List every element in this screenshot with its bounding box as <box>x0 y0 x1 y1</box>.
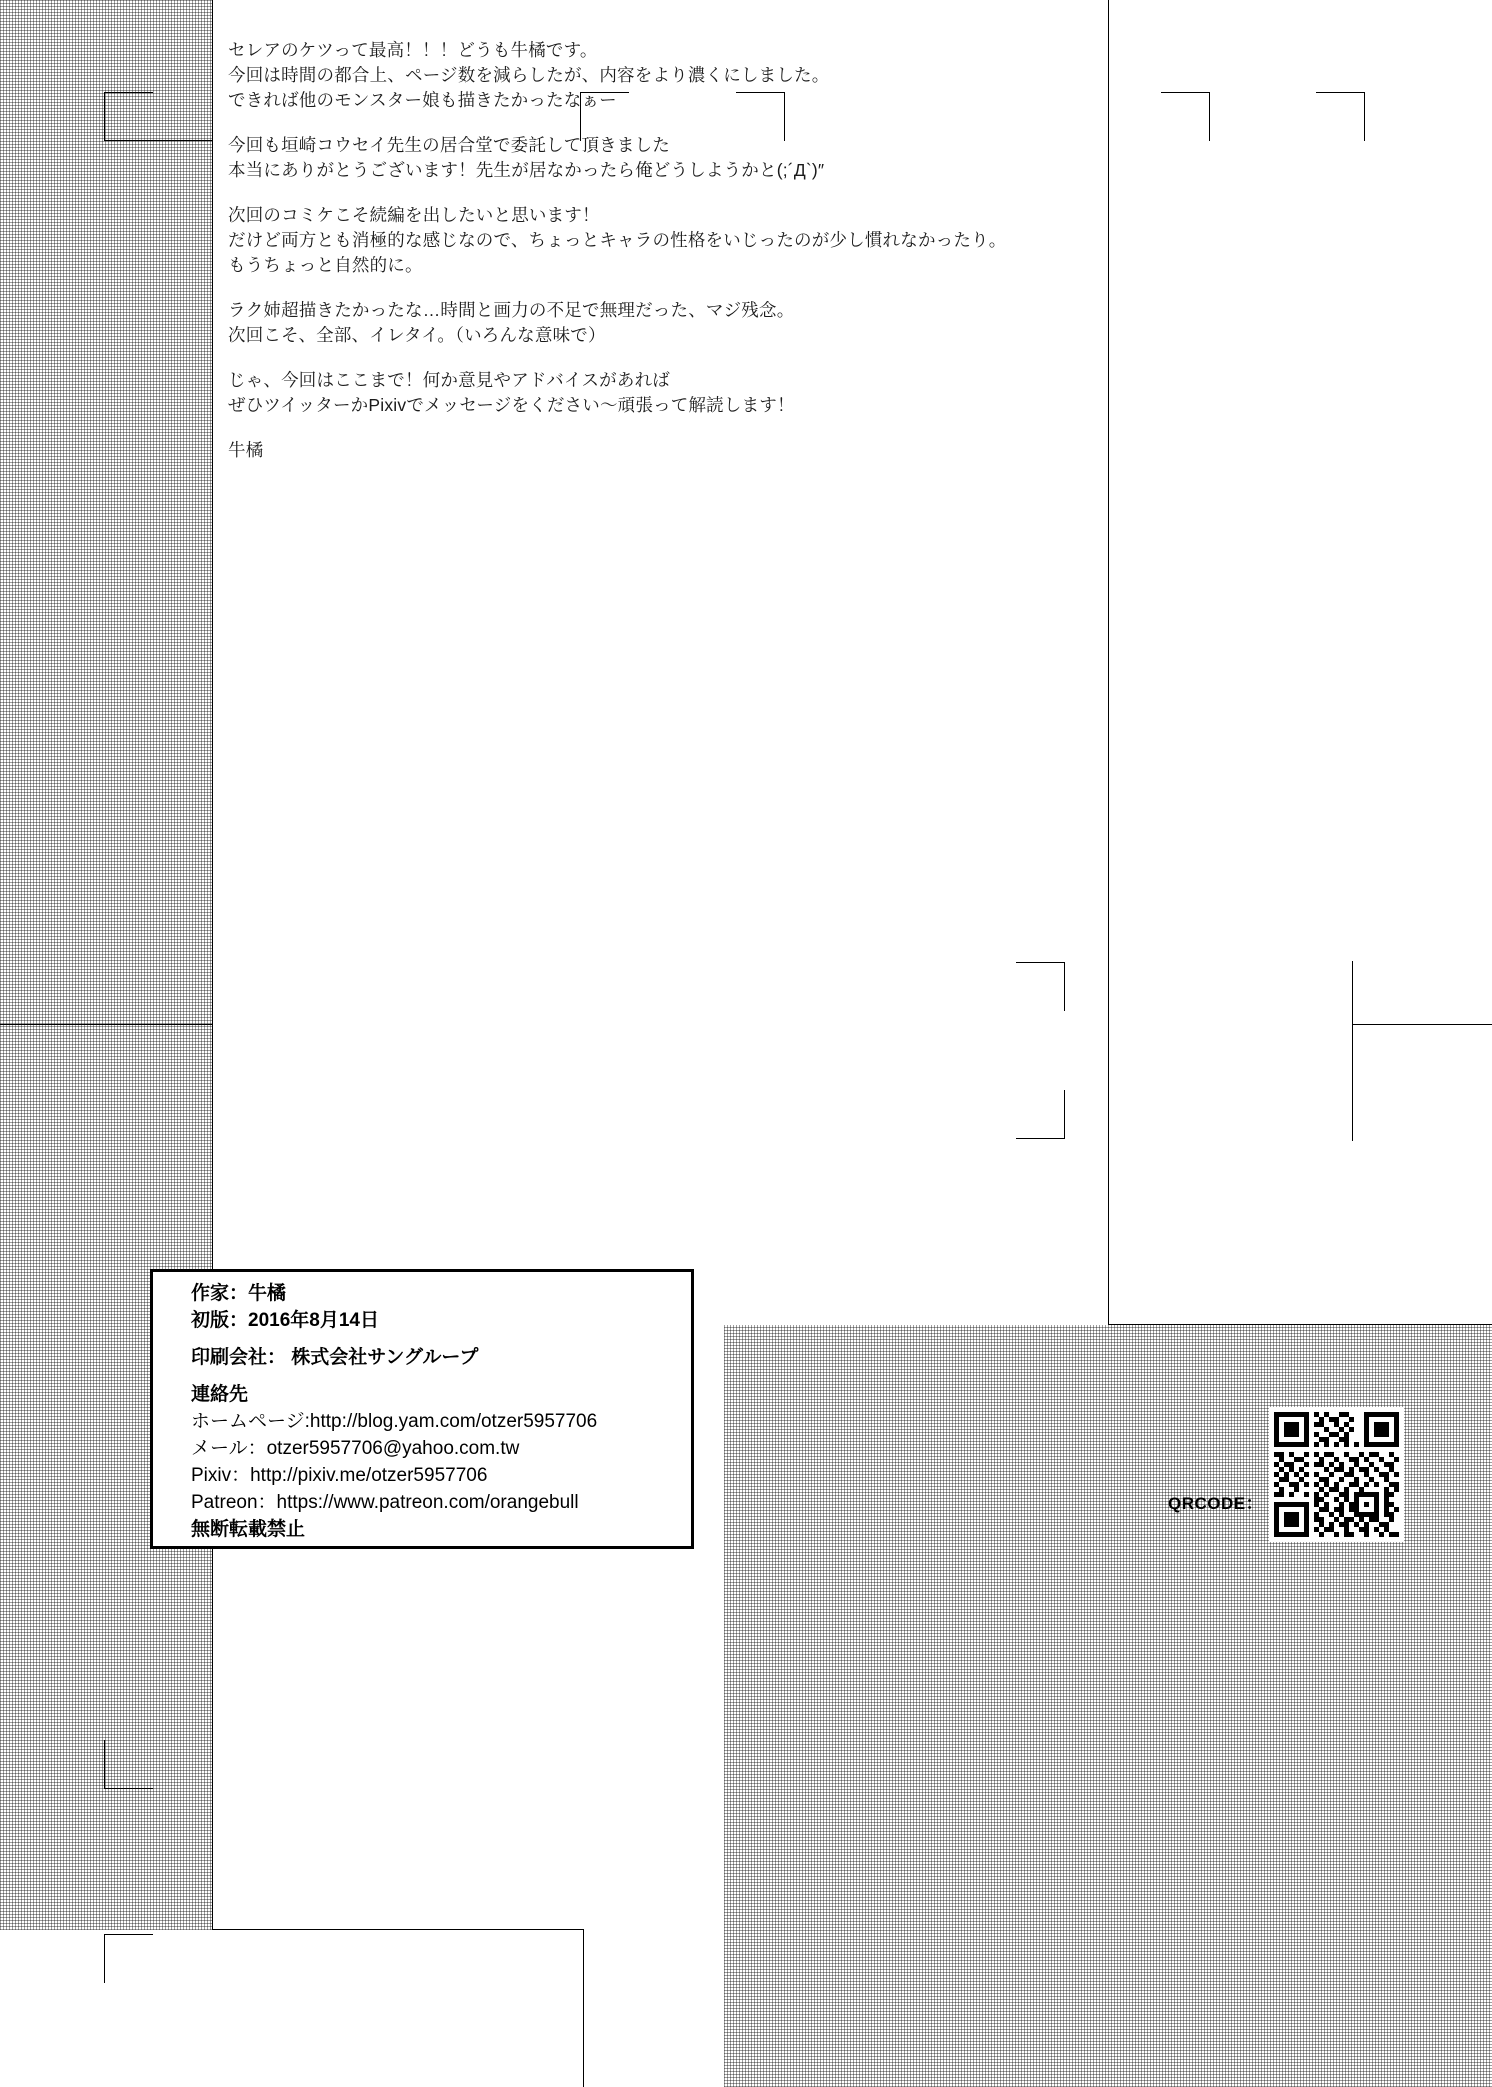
colophon-notice: 無断転載禁止 <box>191 1519 306 1540</box>
trim-line-right-edge <box>1108 1324 1492 1325</box>
afterword-signature: 牛橘 <box>228 440 264 460</box>
trim-line-mid-left <box>0 1024 212 1025</box>
trim-line-mid-right <box>1352 1024 1492 1025</box>
trim-line-bottom-center <box>583 1929 584 2087</box>
qrcode-svg <box>1274 1412 1399 1537</box>
colophon-author: 作家：牛橘 <box>191 1283 287 1304</box>
colophon-contact-heading: 連絡先 <box>191 1384 249 1405</box>
afterword-paragraph-3: 次回のコミケこそ続編を出したいと思います！ だけど両方とも消極的な感じなので、ちょっとキャラの性格をいじったのが少し慣れなかったり。 もうちょっと自然的に。 <box>228 205 1007 275</box>
colophon-homepage: ホームページ:http://blog.yam.com/otzer5957706 <box>191 1411 598 1432</box>
registration-mark-bottom-left-2 <box>104 1934 153 1983</box>
trim-line-right <box>1108 0 1109 1325</box>
registration-mark-top-left-inner <box>104 140 212 141</box>
afterword-paragraph-2: 今回も垣崎コウセイ先生の居合堂で委託して頂きました 本当にありがとうございます！先生が居なかったら俺どうしようかと(;´Д`)″ <box>228 135 825 180</box>
qrcode-image <box>1269 1407 1404 1542</box>
registration-mark-right-lower-2 <box>1016 1090 1065 1139</box>
afterword-paragraph-4: ラク姉超描きたかったな…時間と画力の不足で無理だった、マジ残念。 次回こそ、全部、イレタイ。（いろんな意味で） <box>228 300 795 345</box>
colophon-spacer-2 <box>191 1371 691 1381</box>
afterword-paragraph-5: じゃ、今回はここまで！何か意見やアドバイスがあれば ぜひツイッターかPixivでメッセージをください〜頑張って解読します！ <box>228 370 795 415</box>
screentone-left-band <box>0 0 212 1930</box>
registration-mark-bottom-left <box>104 1740 153 1789</box>
colophon-pixiv: Pixiv：http://pixiv.me/otzer5957706 <box>191 1465 488 1486</box>
trim-line-bottom <box>212 1929 584 1930</box>
colophon-printer: 印刷会社： 株式会社サングループ <box>191 1347 479 1368</box>
registration-mark-top-right <box>1316 92 1365 141</box>
trim-line-left <box>212 0 213 1930</box>
colophon-spacer-1 <box>191 1334 691 1344</box>
colophon-box <box>150 1269 694 1549</box>
registration-mark-top-right-inner <box>1161 92 1210 141</box>
registration-mark-top-left <box>104 92 153 141</box>
colophon-mail: メール：otzer5957706@yahoo.com.tw <box>191 1438 520 1459</box>
colophon-patreon: Patreon：https://www.patreon.com/orangebull <box>191 1492 579 1513</box>
registration-mark-right-lower <box>1016 962 1065 1011</box>
afterword-paragraph-1: セレアのケツって最高！！！どうも牛橘です。 今回は時間の都合上、ページ数を減らしたが、内容をより濃くにしました。 できれば他のモンスター娘も描きたかったなぁー <box>228 40 830 110</box>
afterword-text-block <box>228 38 1108 483</box>
qrcode-label: QRCODE： <box>1168 1494 1264 1513</box>
trim-line-mid-right-v <box>1352 961 1353 1141</box>
colophon-edition: 初版：2016年8月14日 <box>191 1310 379 1331</box>
